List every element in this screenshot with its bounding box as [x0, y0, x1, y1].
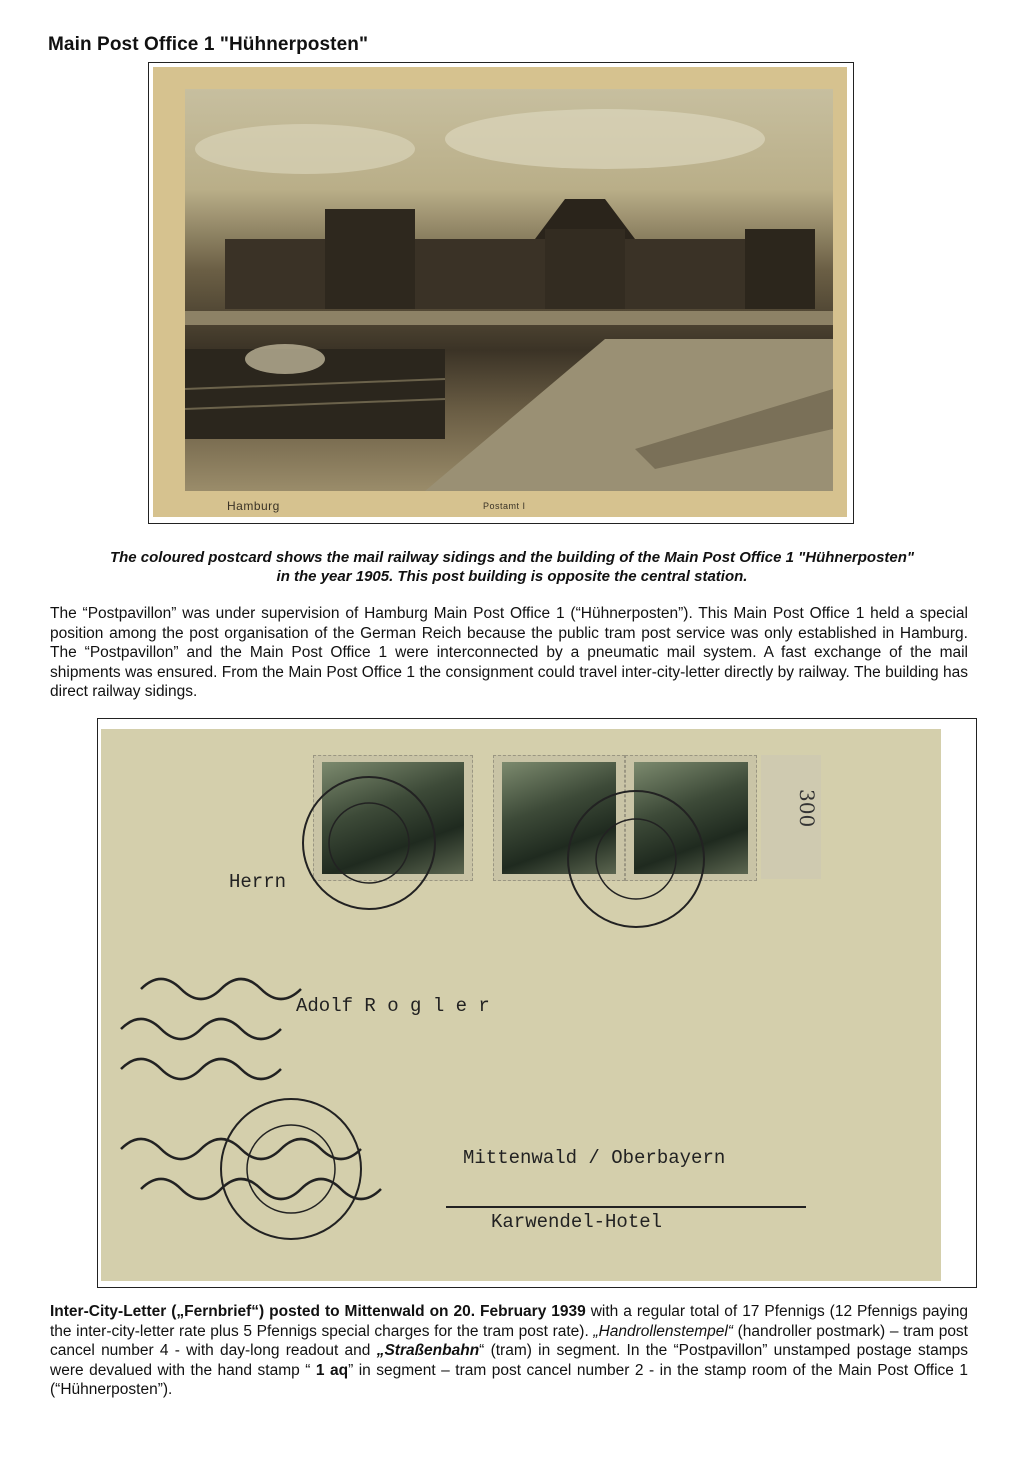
letter-term-2: „Straßenbahn [376, 1342, 480, 1360]
letter-text-3: “ (tram) in segment. In the “Postpavillon” unstamped postage stamps were devalued with the hand stamp “ [50, 1342, 969, 1379]
postcard-frame [148, 62, 854, 524]
postcard-place-label: Hamburg [227, 499, 280, 513]
recipient-city: Mittenwald / Oberbayern [463, 1147, 726, 1169]
postcard-photo [185, 89, 833, 491]
page-title: Main Post Office 1 "Hühnerposten" [48, 34, 369, 55]
postcard-image [153, 67, 847, 517]
letter-lead: Inter-City-Letter („Fernbrief“) posted to Mittenwald on 20. February 1939 [50, 1303, 586, 1320]
sheet-number: 300 [795, 789, 819, 828]
letter-text-4: ” in segment – tram post cancel number 2 - in the stamp room of the Main Post Office 1 (“Hühnerposten”). [50, 1361, 969, 1399]
postcard-caption: The coloured postcard shows the mail railway sidings and the building of the Main Post Office 1 "Hühnerposten" in the year 1905. This post building is opposite the central station. [109, 549, 915, 585]
envelope-frame [97, 718, 977, 1288]
letter-text-2: (handroller postmark) – tram post cancel number 4 - with day-long readout and [50, 1322, 968, 1360]
postcard-office-label: Postamt I [483, 501, 526, 511]
postmarks [101, 729, 941, 1281]
recipient-name: Adolf R o g l e r [296, 995, 490, 1017]
envelope-image [101, 729, 941, 1281]
postcard-scene [185, 89, 833, 491]
description-paragraph: The “Postpavillon” was under supervision of Hamburg Main Post Office 1 (“Hühnerposten”). This Main Post Office 1 held a special position among the post organisation of the German Reich because the public tram post service was only established in Hamburg. The “Postpavillon” and the Main Post Office 1 were interconnected by a pneumatic mail system. A fast exchange of the mail shipments was ensured. From the Main Post Office 1 the consignment could travel inter-city-letter directly by railway. The building has direct railway sidings. [50, 605, 968, 701]
salutation: Herrn [229, 871, 287, 893]
letter-term-3: 1 aq [315, 1361, 349, 1379]
recipient-hotel: Karwendel-Hotel [491, 1211, 663, 1233]
letter-text-1: with a regular total of 17 Pfennigs (12 Pfennigs paying the inter-city-letter rate plus 5 Pfennigs special charges for the tram post rate). [50, 1303, 968, 1340]
letter-description [50, 1302, 968, 1400]
letter-term-1: „Handrollenstempel“ [593, 1322, 733, 1340]
